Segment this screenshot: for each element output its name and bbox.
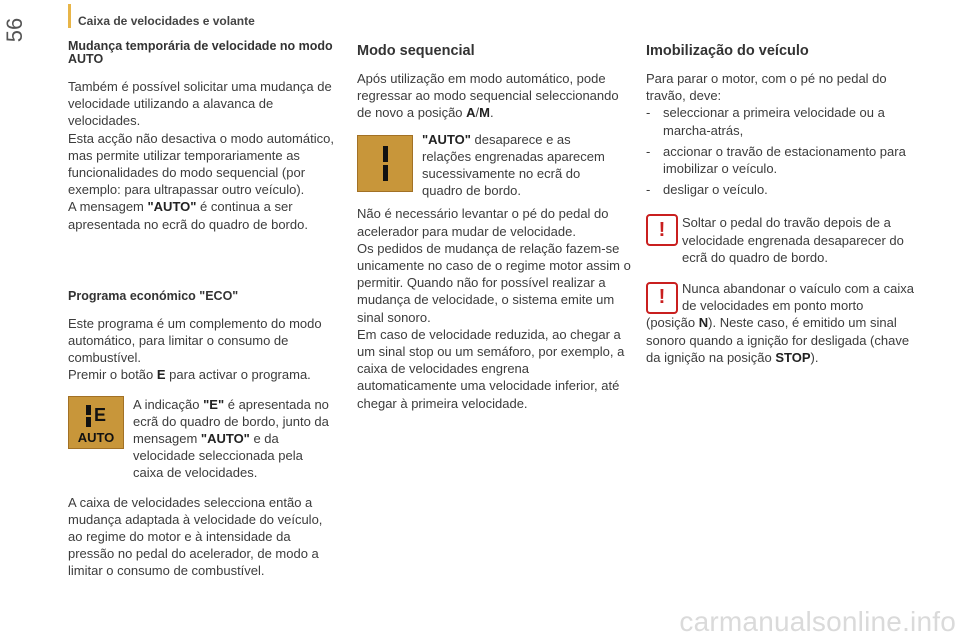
paragraph: Após utilização em modo automático, pode regressar ao modo sequencial seleccionando de novo a posição A/M.	[357, 71, 619, 121]
list-item: - desligar o veículo.	[646, 182, 768, 198]
subheading-eco-program: Programa económico "ECO"	[68, 288, 239, 303]
eco-indicator-block	[68, 396, 338, 482]
warning-text: Soltar o pedal do travão depois de a velocidade engrenada desaparecer do ecrã do quadro de bordo.	[682, 215, 904, 265]
page-number: 56	[2, 17, 27, 43]
warning-text: Nunca abandonar o vaículo com a caixa de velocidades em ponto morto (posição N). Neste caso, é emitido um sinal sonoro quando a ignição for desligada (chave da ignição na posição STOP).	[646, 281, 914, 365]
paragraph: Premir o botão E para activar o programa.	[68, 367, 311, 383]
eco-auto-indicator-icon	[68, 396, 124, 449]
sequential-gear-indicator-icon	[357, 135, 413, 192]
column-right	[646, 40, 916, 366]
list-item: - seleccionar a primeira velocidade ou a marcha-atrás,	[646, 105, 885, 138]
section-title-vehicle-immobilisation: Imobilização do veículo	[646, 43, 809, 59]
section-header-title: Caixa de velocidades e volante	[78, 14, 255, 28]
header-accent-bar	[68, 4, 71, 28]
eco-letter: E	[93, 405, 106, 426]
section-title-sequential-mode: Modo sequencial	[357, 43, 475, 59]
warning-icon: !	[646, 214, 678, 246]
sequential-indicator-text: "AUTO" desaparece e as relações engrenadas aparecem sucessivamente no ecrã do quadro de bordo.	[422, 131, 605, 199]
paragraph: Em caso de velocidade reduzida, ao chegar a um sinal stop ou um semáforo, por exemplo, a caixa de velocidades engrena automaticamente uma velocidade inferior, até chegar à primeira velocidade.	[357, 326, 625, 411]
paragraph: A mensagem "AUTO" é continua a ser apresentada no ecrã do quadro de bordo.	[68, 199, 308, 232]
warning-note-1	[646, 214, 916, 266]
sequential-indicator-block	[357, 131, 632, 200]
paragraph: A caixa de velocidades selecciona então a mudança adaptada à velocidade do veículo, ao regime do motor e à intensidade da pressão no pedal do acelerador, de modo a limitar o consumo de combustível.	[68, 494, 323, 579]
auto-label: AUTO	[77, 429, 115, 445]
list-item: - accionar o travão de estacionamento para imobilizar o veículo.	[646, 143, 906, 177]
column-middle	[357, 40, 632, 412]
warning-note-2	[646, 280, 916, 366]
subheading-temporary-gear-change: Mudança temporária de velocidade no modo AUTO	[68, 39, 333, 66]
column-left	[68, 40, 338, 580]
paragraph: Este programa é um complemento do modo automático, para limitar o consumo de combustível.	[68, 315, 322, 366]
paragraph: Esta acção não desactiva o modo automático, mas permite utilizar temporariamente as funcionalidades do modo sequencial (por exemplo: para ultrapassar outro veículo).	[68, 130, 334, 198]
paragraph: Também é possível solicitar uma mudança de velocidade utilizando a alavanca de velocidades.	[68, 79, 332, 129]
paragraph: Os pedidos de mudança de relação fazem-se unicamente no caso de o regime motor assim o permitir. Quando não for possível realizar a mudança de velocidade, o sistema emite um sinal sonoro.	[357, 240, 631, 325]
watermark: carmanualsonline.info	[679, 606, 956, 637]
eco-indicator-text: A indicação "E" é apresentada no ecrã do quadro de bordo, junto da mensagem "AUTO" e da velocidade seleccionada pela caixa de velocidades.	[133, 396, 329, 481]
paragraph: Não é necessário levantar o pé do pedal do acelerador para mudar de velocidade.	[357, 206, 609, 239]
paragraph: Para parar o motor, com o pé no pedal do travão, deve:	[646, 71, 887, 104]
warning-icon: !	[646, 282, 678, 314]
